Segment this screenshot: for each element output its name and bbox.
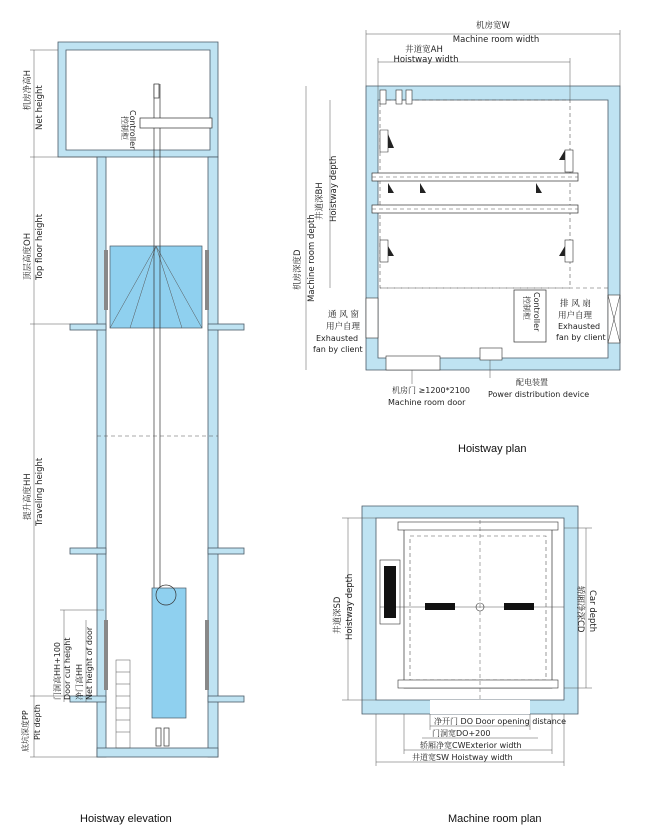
counterweight <box>384 566 396 618</box>
net-door-height-en: Net height of door <box>85 626 94 700</box>
vent-label-en1: Exhausted <box>316 334 359 343</box>
car-width-label: 轿厢净宽CWExterior width <box>420 741 522 750</box>
vent-window <box>366 298 378 338</box>
vent-label-cn1: 通 风 窗 <box>328 310 359 320</box>
pit-floor <box>97 748 218 757</box>
power-device-cn: 配电装置 <box>516 378 548 387</box>
hoistway-width-en: Hoistway width <box>393 55 459 65</box>
fan-label-cn2: 用户自理 <box>558 311 593 321</box>
controller-label-cn: 控制柜 <box>120 116 129 140</box>
fan-label-en2: fan by client <box>556 333 606 342</box>
cd-label: 轿厢净深CD <box>575 586 585 633</box>
mr-door-opening <box>386 356 440 370</box>
guide-rail-left <box>425 603 455 610</box>
mr-depth-label: 机房深度D <box>293 249 303 290</box>
floor-slab <box>70 548 106 554</box>
cd-label-en: Car depth <box>587 590 597 633</box>
door-cut-height-label: 门洞高HH+100 <box>53 641 62 700</box>
mr-depth-en: Machine room depth <box>307 214 317 302</box>
hoistway-elevation <box>20 42 244 757</box>
pit-depth-label: 底坑深度PP <box>21 710 30 752</box>
hoistway-right-wall <box>208 157 218 757</box>
sd-label: 井道深SD <box>333 596 343 634</box>
hoist-width-label: 井道宽SW Hoistway width <box>412 753 513 762</box>
vent-label-cn2: 用户自理 <box>326 322 361 332</box>
machine-room-plan <box>332 506 597 766</box>
top-floor-height-en: Top floor height <box>35 213 45 280</box>
floor-slab <box>208 696 244 702</box>
floor-slab <box>70 324 106 330</box>
mr-net-height-en: Net height <box>35 85 45 130</box>
power-device-en: Power distribution device <box>488 390 590 399</box>
net-door-height-label: 净门高HH <box>75 663 84 700</box>
travel-height-en: Traveling height <box>35 457 45 526</box>
fan-label-cn1: 排 风 扇 <box>560 299 591 309</box>
travel-height-label: 提升高度HH <box>23 473 33 520</box>
mr-door-label: 机房门 ≥1200*2100 <box>392 386 470 395</box>
hoistway-width-label: 井道宽AH <box>405 45 443 55</box>
elevator-car-top <box>110 246 202 328</box>
sd-label-en: Hoistway depth <box>345 573 355 640</box>
caption-hoistway-plan: Hoistway plan <box>458 443 527 455</box>
hoistway-depth-en: Hoistway depth <box>329 155 339 222</box>
machine-room-walls <box>58 42 218 157</box>
floor-slab <box>208 324 244 330</box>
hoistway-plan <box>292 20 620 407</box>
mr-width-en: Machine room width <box>452 35 540 45</box>
pit-depth-en: Pit depth <box>33 704 42 740</box>
caption-machine-room-plan: Machine room plan <box>448 813 542 825</box>
door-cut-height-en: Door cut height <box>63 637 72 700</box>
door-opening-label: 净开门 DO Door opening distance <box>434 717 567 726</box>
door-cut-label: 门洞宽DO+200 <box>432 729 491 738</box>
mr-width-label: 机房宽W <box>476 21 510 31</box>
plan-controller-en: Controller <box>532 292 541 332</box>
plan-controller-cn: 控制柜 <box>522 296 531 320</box>
hoistway-depth-label: 井道深BH <box>315 182 325 220</box>
top-floor-height-label: 顶层高度OH <box>23 232 33 280</box>
power-box <box>480 348 502 360</box>
elevator-car-bottom <box>152 588 186 718</box>
guide-rail-right <box>504 603 534 610</box>
mr-door-en: Machine room door <box>388 398 466 407</box>
mr-net-height-label: 机房净高H <box>23 70 33 111</box>
floor-slab <box>208 548 244 554</box>
controller-label-en: Controller <box>128 110 137 150</box>
vent-label-en2: fan by client <box>313 345 363 354</box>
caption-hoistway-elevation: Hoistway elevation <box>80 813 172 825</box>
fan-label-en1: Exhausted <box>558 322 601 331</box>
